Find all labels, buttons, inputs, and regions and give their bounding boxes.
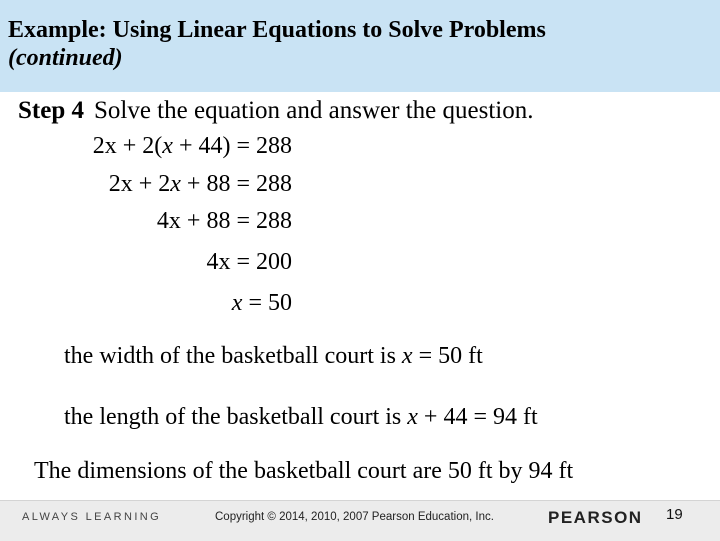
answer-width: [64, 343, 483, 370]
eq3-rest: + 88 = 288: [180, 208, 292, 234]
footer-tagline: ALWAYS LEARNING: [22, 511, 162, 523]
answer-length: [64, 404, 538, 431]
width-prefix: the width of the basketball court is: [64, 343, 402, 369]
eq1-rest2: + 44) = 288: [172, 133, 292, 159]
equation-line-1: [93, 133, 292, 160]
equation-line-4: [206, 249, 292, 276]
step-label: Step 4: [18, 97, 84, 124]
page-number: 19: [666, 506, 683, 523]
eq2-rest: + 2: [132, 171, 171, 197]
eq1-term: 2x: [92, 133, 117, 159]
width-suffix: = 50 ft: [412, 343, 483, 369]
eq1-var: x: [162, 133, 173, 159]
equation-line-2: [109, 171, 292, 198]
eq4-term: 4x: [206, 249, 231, 275]
step-text: Solve the equation and answer the question.: [93, 97, 534, 124]
slide-title: Example: Using Linear Equations to Solve Problems: [8, 17, 546, 43]
slide-title-continued: (continued): [8, 45, 123, 71]
answer-dimensions: The dimensions of the basketball court are 50 ft by 94 ft: [34, 458, 574, 484]
equation-line-5: [232, 290, 292, 317]
length-var: x: [407, 404, 418, 430]
eq2-term: 2x: [108, 171, 133, 197]
eq2-var: x: [170, 171, 181, 197]
eq4-rest: = 200: [230, 249, 292, 275]
eq2-rest2: + 88 = 288: [180, 171, 292, 197]
eq1-rest: + 2(: [116, 133, 163, 159]
step-heading: [18, 97, 533, 125]
length-suffix: + 44 = 94 ft: [417, 404, 538, 430]
eq5-rest: = 50: [242, 290, 292, 316]
equation-line-3: [157, 208, 292, 235]
pearson-logo: PEARSON: [548, 508, 643, 527]
eq3-term: 4x: [156, 208, 181, 234]
length-prefix: the length of the basketball court is: [64, 404, 408, 430]
eq5-var: x: [231, 290, 243, 316]
footer-copyright: Copyright © 2014, 2010, 2007 Pearson Education, Inc.: [215, 511, 494, 523]
width-var: x: [401, 343, 413, 369]
